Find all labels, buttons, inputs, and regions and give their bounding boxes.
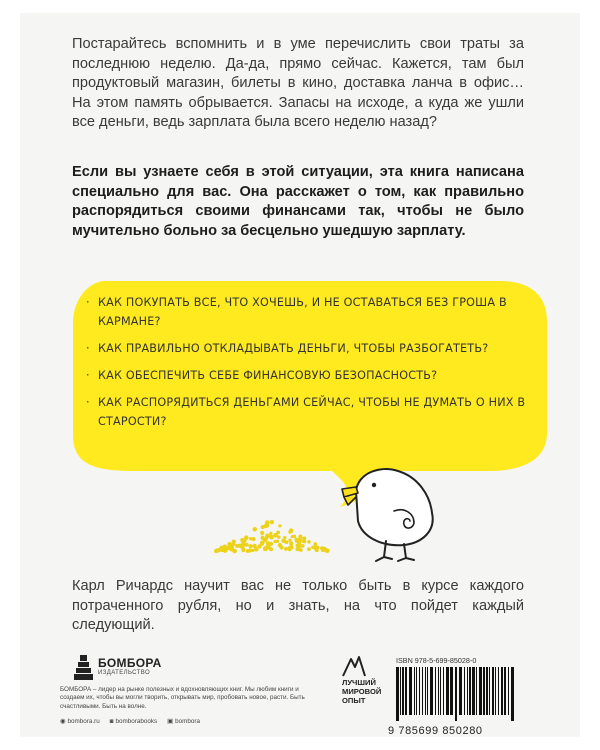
barcode-bar: [483, 667, 485, 715]
grain-dot: [290, 546, 294, 550]
grain-dot: [285, 540, 289, 544]
question-text: КАК ОБЕСПЕЧИТЬ СЕБЕ ФИНАНСОВУЮ БЕЗОПАСНОСТЬ?: [98, 369, 438, 382]
grain-dot: [261, 525, 265, 529]
grain-dot: [307, 540, 310, 543]
grain-dot: [245, 543, 249, 547]
grain-dot: [278, 543, 282, 547]
grain-dot: [266, 524, 269, 527]
publisher-name: БОМБОРА: [98, 656, 162, 670]
grain-dot: [289, 528, 294, 533]
question-text: КАК РАСПОРЯДИТЬСЯ ДЕНЬГАМИ СЕЙЧАС, ЧТОБЫ НЕ ДУМАТЬ О НИХ В СТАРОСТИ?: [98, 396, 526, 428]
barcode-bar: [416, 667, 417, 715]
barcode-bar: [489, 667, 490, 715]
barcode-bar: [504, 667, 506, 715]
barcode-bar: [396, 667, 399, 721]
barcode-bar: [427, 667, 428, 715]
series-name: ЛУЧШИЙ МИРОВОЙ ОПЫТ: [342, 678, 382, 705]
barcode-bar: [498, 667, 499, 715]
barcode-bar: [419, 667, 420, 715]
grain-dot: [253, 527, 257, 532]
bullet-dot: ·: [86, 396, 90, 409]
grain-dot: [260, 541, 265, 546]
bullet-dot: ·: [86, 342, 90, 355]
barcode-bar: [479, 667, 482, 715]
grain-dot: [298, 534, 302, 538]
grain-dot: [220, 548, 224, 552]
grain-dot: [230, 548, 234, 552]
grain-dot: [283, 536, 286, 539]
grain-dot: [249, 537, 252, 540]
barcode-bar: [400, 667, 401, 715]
grain-dot: [257, 544, 261, 548]
grain-dot: [293, 535, 296, 538]
bird-icon: [342, 469, 433, 561]
grain-dot: [270, 535, 274, 539]
barcode-bar: [430, 667, 433, 715]
grain-pile-icon: [214, 520, 330, 553]
publisher-subtitle: ИЗДАТЕЛЬСТВО: [98, 670, 151, 676]
barcode-bar: [409, 667, 412, 715]
grain-dot: [302, 539, 306, 543]
barcode: [396, 653, 520, 723]
barcode-bar: [501, 667, 503, 715]
barcode-bar: [511, 667, 514, 721]
grain-dot: [313, 542, 317, 546]
barcode-digits: 9 785699 850280: [388, 725, 483, 737]
instagram-icon: ◙: [109, 718, 114, 725]
social-instagram[interactable]: ◙ bomborabooks: [109, 718, 158, 725]
grain-dot: [232, 540, 236, 544]
barcode-bar: [472, 667, 475, 715]
barcode-bar: [405, 667, 407, 715]
social-links: [60, 718, 200, 725]
question-text: КАК ПОКУПАТЬ ВСЕ, ЧТО ХОЧЕШЬ, И НЕ ОСТАВАТЬСЯ БЕЗ ГРОША В КАРМАНЕ?: [98, 296, 507, 328]
grain-dot: [266, 541, 270, 545]
grain-dot: [301, 544, 305, 548]
grain-dot: [242, 547, 246, 551]
barcode-bar: [459, 667, 462, 715]
barcode-bar: [508, 667, 509, 715]
question-text: КАК ПРАВИЛЬНО ОТКЛАДЫВАТЬ ДЕНЬГИ, ЧТОБЫ РАЗБОГАТЕТЬ?: [98, 342, 489, 355]
barcode-bar: [495, 667, 496, 715]
grain-dot: [278, 524, 281, 527]
grain-dot: [249, 544, 253, 548]
grain-dot: [239, 544, 242, 547]
grain-dot: [269, 547, 273, 551]
grain-dot: [243, 539, 247, 543]
series-mountain-icon: [342, 653, 366, 677]
grain-dot: [296, 547, 300, 551]
barcode-bar: [450, 667, 453, 715]
publisher-description: БОМБОРА – лидер на рынке полезных и вдохновляющих книг. Мы любим книги и создаем их, чтобы вы могли творить, открывать мир, пробовать новое, расти. Быть счастливыми. Быть на волне.: [60, 686, 305, 710]
bombora-logo-icon: [74, 655, 94, 681]
grain-dot: [227, 547, 230, 550]
barcode-bar: [443, 667, 444, 715]
grain-dot: [307, 547, 311, 551]
grain-dot: [246, 549, 250, 553]
barcode-bar: [467, 667, 468, 715]
grain-dot: [296, 544, 299, 547]
grain-dot: [321, 547, 324, 550]
grain-dot: [325, 549, 329, 553]
barcode-bar: [455, 667, 457, 721]
grain-dot: [284, 547, 288, 551]
barcode-bar: [438, 667, 439, 715]
grain-dot: [314, 547, 318, 551]
grain-dot: [299, 548, 303, 552]
social-site[interactable]: ◉ bombora.ru: [60, 718, 100, 725]
barcode-bar: [464, 667, 465, 715]
barcode-bar: [469, 667, 471, 715]
bullet-dot: ·: [86, 369, 90, 382]
grain-dot: [260, 531, 264, 535]
barcode-bar: [486, 667, 488, 715]
intro-paragraph: Постарайтесь вспомнить и в уме перечислить свои траты за последнюю неделю. Да-да, прямо сейчас. Кажется, там был продуктовый магазин, билеты в кино, доставка ланча в офис… На этом память обрывается. Запасы на исходе, а куда же ушли все деньги, ведь зарплата была всего неделю назад?: [72, 36, 524, 131]
grain-dot: [270, 520, 274, 524]
barcode-bar: [440, 667, 441, 715]
grain-dot: [297, 540, 301, 544]
globe-icon: ◉: [60, 718, 66, 725]
isbn-label: ISBN 978-5-699-85028-0: [396, 656, 477, 665]
barcode-bar: [492, 667, 494, 715]
grain-dot: [265, 533, 270, 538]
barcode-bar: [414, 667, 415, 715]
outro-paragraph: Карл Ричардс научит вас не только быть в курсе каждого потраченного рубля, но и знать, на что пойдет каждый следующий.: [72, 578, 524, 634]
grain-dot: [260, 536, 264, 540]
grain-dot: [273, 533, 278, 538]
grain-dot: [289, 541, 293, 545]
bold-paragraph: Если вы узнаете себя в этой ситуации, эта книга написана специально для вас. Она расскажет о том, как правильно распорядиться своими финансами так, чтобы не было мучительно больно за бесцельно ушедшую зарплату.: [72, 164, 524, 239]
vk-telegram-icon: ▣: [167, 718, 174, 725]
barcode-bar: [476, 667, 477, 715]
bullet-dot: ·: [86, 296, 90, 309]
social-vk-telegram[interactable]: ▣ bombora: [167, 718, 200, 725]
barcode-bar: [425, 667, 426, 715]
grain-dot: [216, 548, 220, 552]
grain-dot: [252, 544, 256, 548]
barcode-bar: [422, 667, 423, 715]
grain-dot: [269, 532, 272, 535]
book-back-cover: [20, 13, 580, 737]
barcode-bar: [402, 667, 404, 715]
barcode-bar: [446, 667, 449, 715]
barcode-bar: [435, 667, 436, 715]
grain-dot: [251, 549, 254, 552]
grain-dot: [273, 540, 276, 543]
